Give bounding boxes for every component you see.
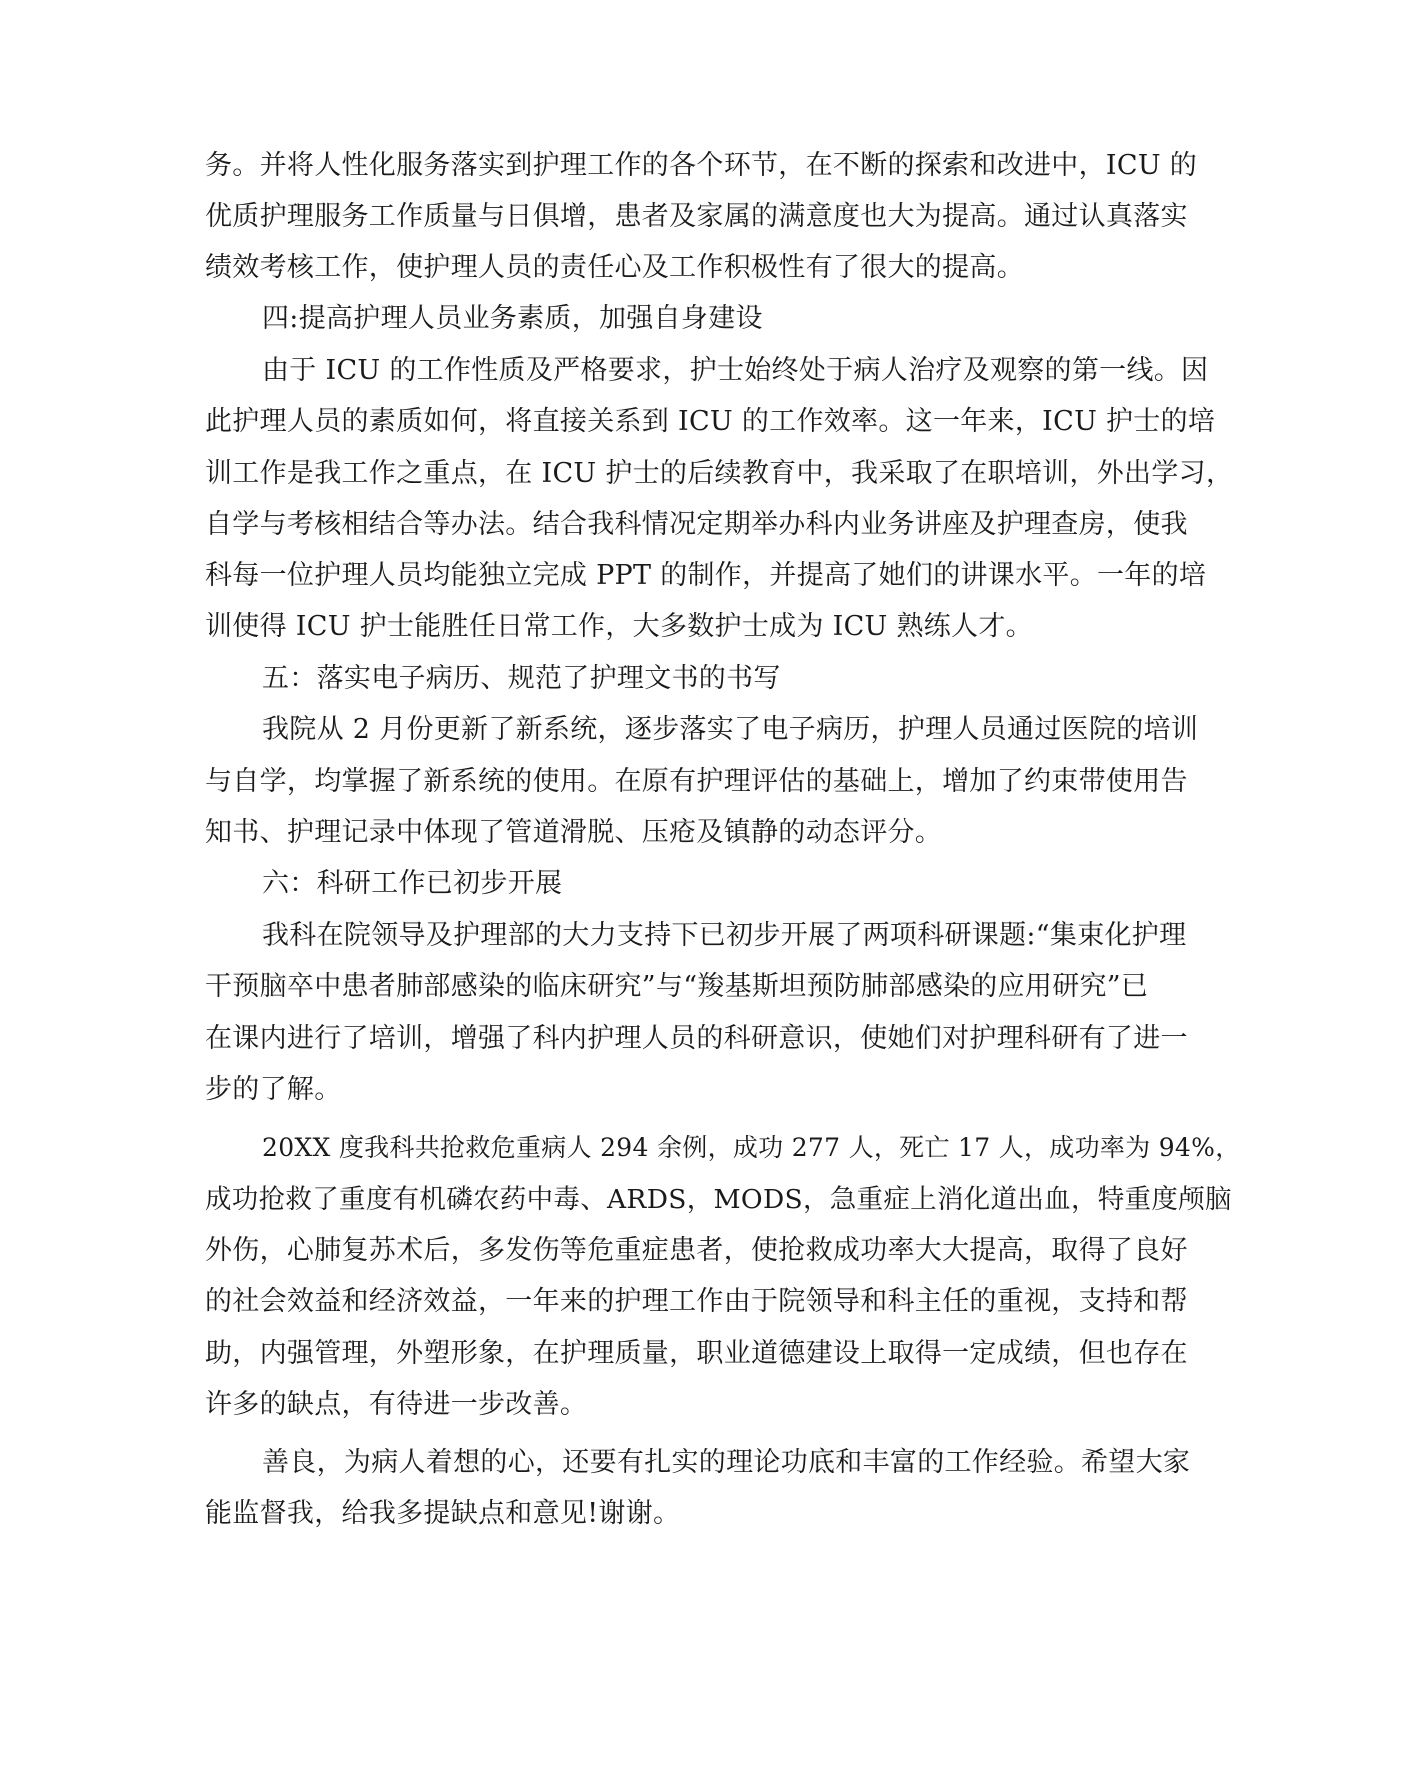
paragraph-line: 在课内进行了培训，增强了科内护理人员的科研意识，使她们对护理科研有了进一: [205, 1023, 1188, 1054]
section-heading: 五：落实电子病历、规范了护理文书的书写: [262, 663, 781, 694]
paragraph-line: 成功抢救了重度有机磷农药中毒、ARDS，MODS，急重症上消化道出血，特重度颅脑: [205, 1184, 1232, 1215]
paragraph-line: 务。并将人性化服务落实到护理工作的各个环节，在不断的探索和改进中，ICU 的: [205, 150, 1198, 181]
paragraph-line: 干预脑卒中患者肺部感染的临床研究”与“羧基斯坦预防肺部感染的应用研究”已: [205, 971, 1149, 1002]
paragraph-line: 许多的缺点，有待进一步改善。: [205, 1389, 588, 1420]
paragraph-line: 知书、护理记录中体现了管道滑脱、压疮及镇静的动态评分。: [205, 817, 943, 848]
paragraph-line: 科每一位护理人员均能独立完成 PPT 的制作，并提高了她们的讲课水平。一年的培: [205, 560, 1207, 591]
section-heading: 六：科研工作已初步开展: [262, 868, 563, 899]
paragraph-line: 外伤，心肺复苏术后，多发伤等危重症患者，使抢救成功率大大提高，取得了良好: [205, 1235, 1188, 1266]
paragraph-line: 自学与考核相结合等办法。结合我科情况定期举办科内业务讲座及护理查房，使我: [205, 509, 1188, 540]
paragraph-line: 优质护理服务工作质量与日俱增，患者及家属的满意度也大为提高。通过认真落实: [205, 201, 1188, 232]
paragraph-line: 由于 ICU 的工作性质及严格要求，护士始终处于病人治疗及观察的第一线。因: [262, 355, 1209, 386]
paragraph-line: 我院从 2 月份更新了新系统，逐步落实了电子病历，护理人员通过医院的培训: [262, 714, 1199, 745]
paragraph-line: 善良，为病人着想的心，还要有扎实的理论功底和丰富的工作经验。希望大家: [262, 1447, 1191, 1478]
paragraph-line: 与自学，均掌握了新系统的使用。在原有护理评估的基础上，增加了约束带使用告: [205, 766, 1188, 797]
paragraph-line: 的社会效益和经济效益，一年来的护理工作由于院领导和科主任的重视，支持和帮: [205, 1286, 1188, 1317]
paragraph-line: 此护理人员的素质如何，将直接关系到 ICU 的工作效率。这一年来，ICU 护士的培: [205, 406, 1216, 437]
paragraph-line: 助，内强管理，外塑形象，在护理质量，职业道德建设上取得一定成绩，但也存在: [205, 1338, 1188, 1369]
paragraph-line: 训使得 ICU 护士能胜任日常工作，大多数护士成为 ICU 熟练人才。: [205, 611, 1033, 642]
section-heading: 四:提高护理人员业务素质，加强自身建设: [262, 303, 763, 334]
paragraph-line: 步的了解。: [205, 1074, 342, 1105]
paragraph-line: 20XX 度我科共抢救危重病人 294 余例，成功 277 人，死亡 17 人，成功率为 94%，: [262, 1133, 1241, 1162]
paragraph-line: 我科在院领导及护理部的大力支持下已初步开展了两项科研课题:“集束化护理: [262, 920, 1187, 951]
paragraph-line: 训工作是我工作之重点，在 ICU 护士的后续教育中，我采取了在职培训，外出学习，: [205, 458, 1234, 489]
paragraph-line: 能监督我，给我多提缺点和意见!谢谢。: [205, 1498, 681, 1529]
paragraph-line: 绩效考核工作，使护理人员的责任心及工作积极性有了很大的提高。: [205, 252, 1024, 283]
